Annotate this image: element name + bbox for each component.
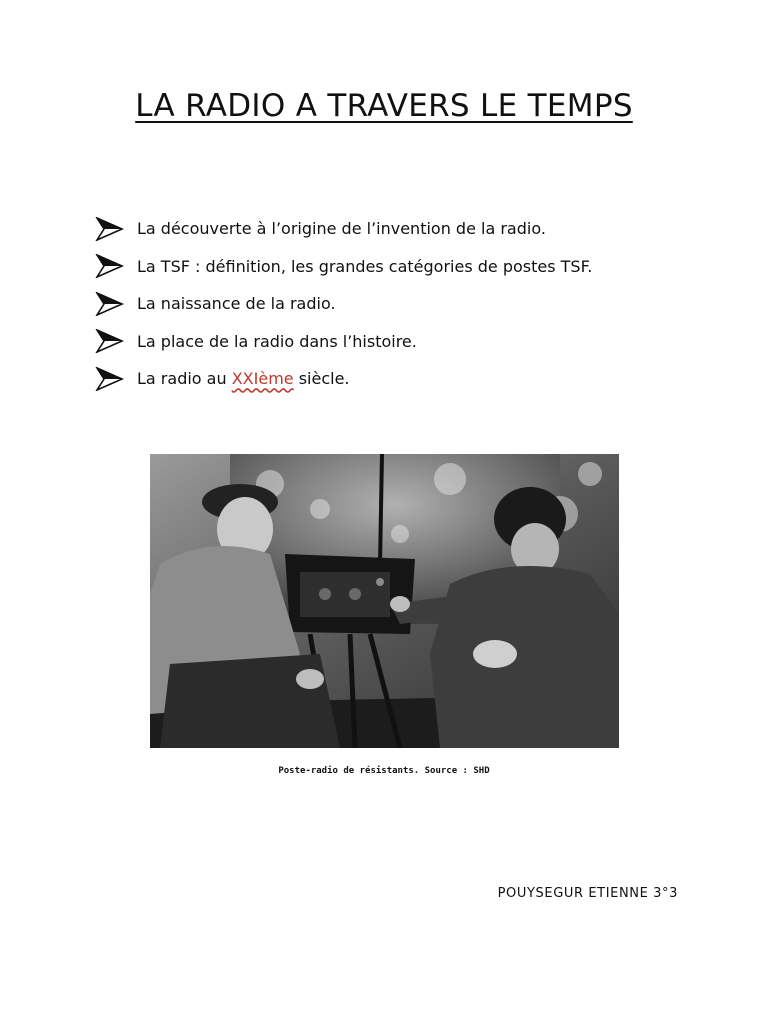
list-item-text: La place de la radio dans l’histoire.	[137, 331, 417, 351]
list-item	[95, 210, 715, 248]
list-item-text-end: siècle.	[293, 369, 350, 389]
list-item-text: La TSF : définition, les grandes catégories de postes TSF.	[137, 256, 593, 276]
list-item-text-start: La radio au	[137, 369, 232, 389]
photo-caption: Poste-radio de résistants. Source : SHD	[278, 766, 490, 776]
list-item-text: La naissance de la radio.	[137, 294, 336, 314]
arrowhead-bullet-icon	[95, 254, 135, 278]
arrowhead-bullet-icon	[95, 367, 135, 391]
list-item-text: La découverte à l’origine de l’invention de la radio.	[137, 219, 546, 239]
photograph-two-radio-operators	[150, 454, 619, 748]
page-title: LA RADIO A TRAVERS LE TEMPS	[135, 88, 633, 124]
topic-list	[95, 210, 715, 398]
photograph	[150, 454, 619, 748]
list-item	[95, 323, 715, 361]
arrowhead-bullet-icon	[95, 329, 135, 353]
arrowhead-bullet-icon	[95, 217, 135, 241]
list-item	[95, 360, 715, 398]
arrowhead-bullet-icon	[95, 292, 135, 316]
list-item	[95, 285, 715, 323]
author-name: POUYSEGUR ETIENNE 3°3	[497, 886, 678, 901]
spellcheck-underlined-word: XXIème	[231, 369, 294, 389]
list-item	[95, 248, 715, 286]
list-item-text	[137, 369, 350, 388]
